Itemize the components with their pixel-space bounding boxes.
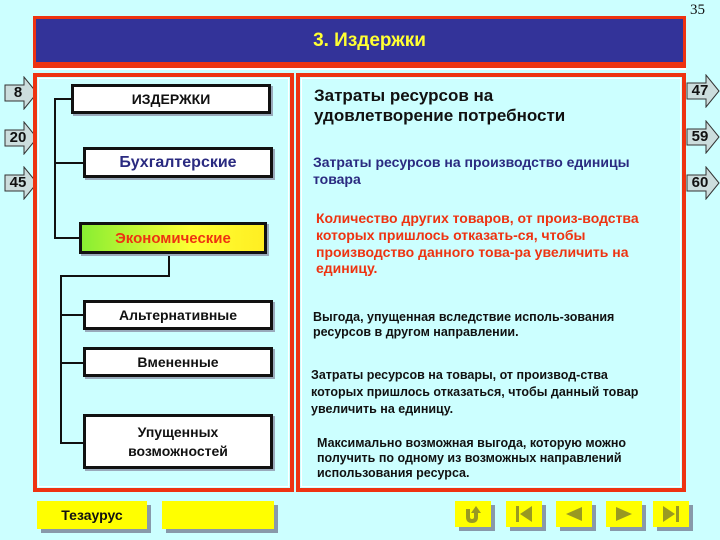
connector-line — [60, 275, 62, 443]
next-slide-icon — [614, 504, 634, 524]
page-title: 3. Издержки — [313, 29, 426, 51]
last-slide-icon — [661, 504, 681, 524]
definition-alternative: Выгода, упущенная вследствие исполь-зования ресурсов в другом направлении. — [313, 310, 615, 339]
return-button[interactable] — [455, 501, 491, 527]
first-slide-button[interactable] — [506, 501, 542, 527]
tree-node-alternative: Альтернативные — [83, 300, 273, 330]
next-slide-button[interactable] — [606, 501, 642, 527]
divider — [33, 68, 686, 70]
definition-accounting: Затраты ресурсов на производство единицы товара — [313, 154, 630, 187]
connector-line — [60, 442, 84, 444]
definition-costs: Затраты ресурсов на удовлетворение потребности — [314, 86, 566, 126]
first-slide-icon — [514, 504, 534, 524]
blank-button[interactable] — [162, 501, 274, 529]
previous-slide-button[interactable] — [556, 501, 592, 527]
tree-node-economic: Экономические — [79, 222, 267, 254]
return-icon — [463, 504, 483, 524]
title-bar — [33, 16, 686, 68]
nav-link-45[interactable]: 45 — [4, 166, 38, 200]
thesaurus-button[interactable]: Тезаурус — [37, 501, 147, 529]
connector-line — [60, 314, 84, 316]
definition-opportunity: Максимально возможная выгода, которую можно получить по одному из возможных направлений использования ресурса. — [317, 436, 627, 480]
tree-node-accounting: Бухгалтерские — [83, 147, 273, 178]
definitions-panel — [296, 73, 686, 492]
connector-line — [54, 162, 84, 164]
definition-imputed: Затраты ресурсов на товары, от производ-ства которых пришлось отказаться, чтобы данный товар увеличить на единицу. — [311, 368, 639, 416]
connector-line — [54, 98, 72, 100]
last-slide-button[interactable] — [653, 501, 689, 527]
page-number: 35 — [690, 2, 705, 18]
nav-link-59[interactable]: 59 — [686, 120, 720, 154]
connector-line — [60, 362, 84, 364]
tree-node-imputed: Вмененные — [83, 347, 273, 377]
definition-economic: Количество других товаров, от произ-водства которых пришлось отказать-ся, чтобы производство данного това-ра увеличить на единицу. — [316, 210, 639, 277]
connector-line — [60, 275, 170, 277]
connector-line — [168, 253, 170, 276]
nav-link-60[interactable]: 60 — [686, 166, 720, 200]
connector-line — [54, 237, 80, 239]
nav-link-8[interactable]: 8 — [4, 76, 38, 110]
nav-link-20[interactable]: 20 — [4, 121, 38, 155]
connector-line — [54, 98, 56, 238]
nav-link-47[interactable]: 47 — [686, 74, 720, 108]
tree-node-opportunity: Упущенных возможностей — [83, 414, 273, 469]
tree-node-costs: ИЗДЕРЖКИ — [71, 84, 271, 114]
previous-slide-icon — [564, 504, 584, 524]
